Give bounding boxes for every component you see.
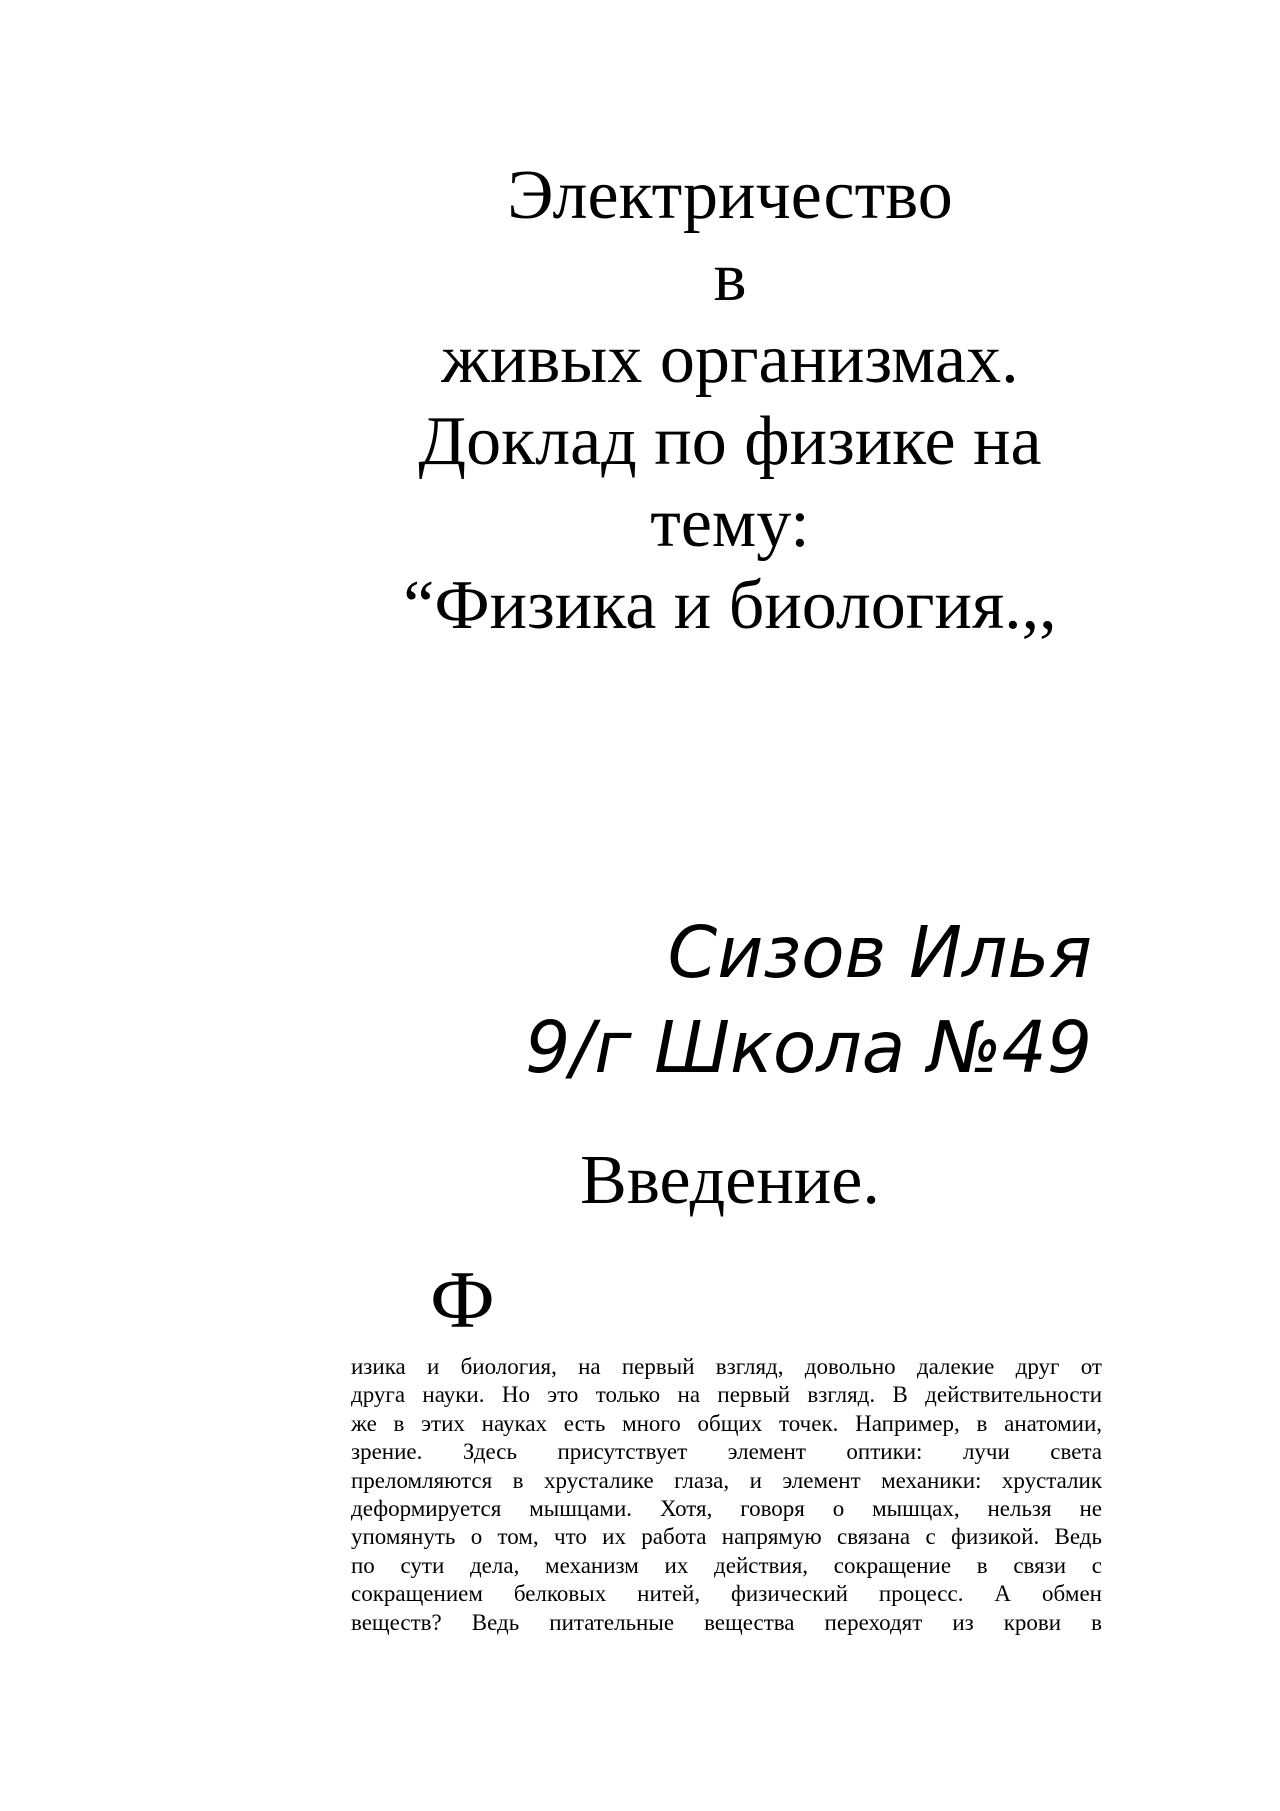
title-line: “Физика и биология.,, [403, 567, 1057, 644]
title-line: Доклад по физике на [418, 403, 1042, 480]
title-line: живых организмах. [441, 321, 1019, 398]
title-line: Электричество [507, 157, 953, 234]
title-line: в [713, 239, 747, 316]
paragraph-line: друга науки. Но это только на первый взгляд. В действительности [351, 1382, 1102, 1408]
paragraph-line: упомянуть о том, что их работа напрямую связана с физикой. Ведь [351, 1524, 1102, 1550]
author-block [525, 905, 1092, 1095]
drop-cap: Ф [430, 1254, 495, 1345]
author-class-school: 9/г Школа №49 [525, 1006, 1092, 1089]
body-paragraph [351, 1353, 1102, 1637]
author-name: Сизов Илья [667, 911, 1092, 994]
paragraph-line: же в этих науках есть много общих точек. Например, в анатомии, [351, 1410, 1102, 1436]
paragraph-line: деформируется мышцами. Хотя, говоря о мышцах, нельзя не [351, 1496, 1102, 1522]
title-line: тему: [650, 485, 810, 562]
paragraph-line: сокращением белковых нитей, физический процесс. А обмен [351, 1581, 1102, 1607]
section-heading: Введение. [580, 1142, 880, 1219]
paragraph-line: веществ? Ведь питательные вещества переходят из крови в [351, 1609, 1102, 1635]
paragraph-line: преломляются в хрусталике глаза, и элемент механики: хрусталик [351, 1467, 1102, 1493]
paragraph-line: изика и биология, на первый взгляд, довольно далекие друг от [351, 1354, 1102, 1379]
paragraph-line: по сути дела, механизм их действия, сокращение в связи с [351, 1552, 1102, 1578]
document-title [330, 155, 1130, 647]
paragraph-line: зрение. Здесь присутствует элемент оптики: лучи света [351, 1439, 1102, 1465]
